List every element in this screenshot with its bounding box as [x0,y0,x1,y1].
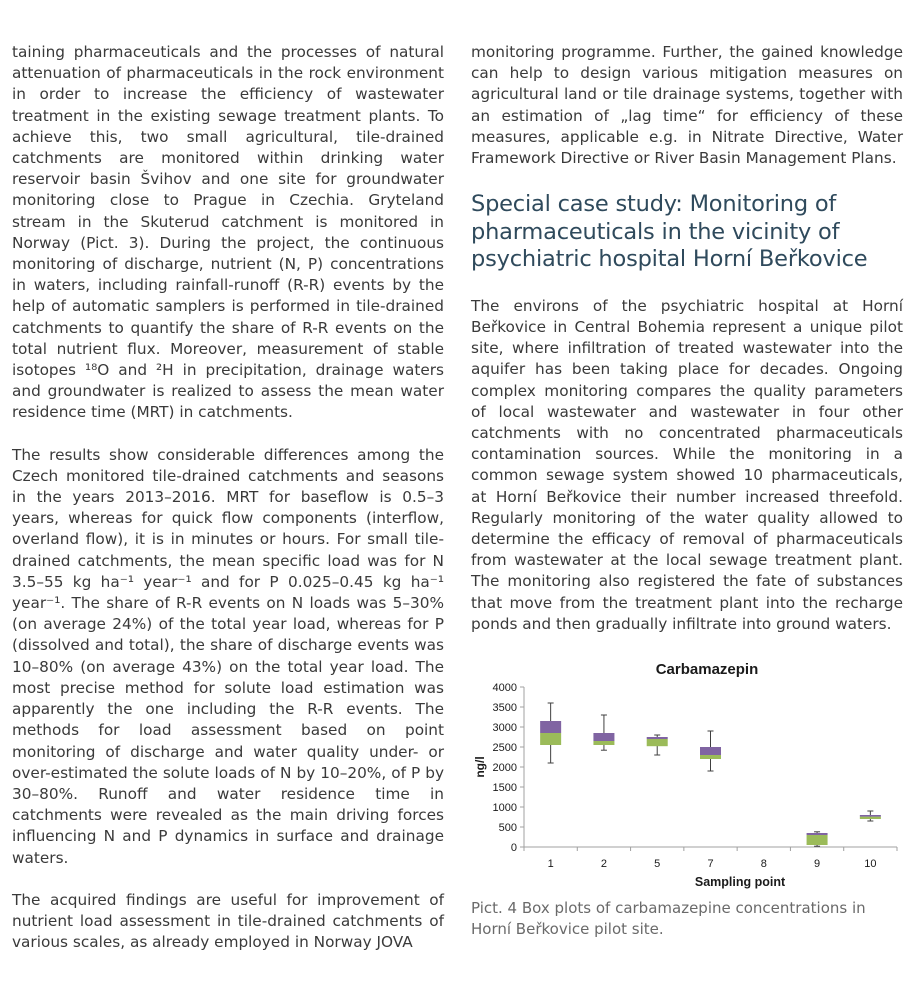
box-upper-quartile [807,833,828,835]
box-sampling-point-1 [540,703,561,763]
y-tick-label: 2500 [492,742,517,754]
box-lower-quartile [647,739,668,746]
figure-caption: Pict. 4 Box plots of carbamazepine concentrations in Horní Beřkovice pilot site. [471,899,866,938]
chart-title: Carbamazepin [655,661,759,678]
y-tick-label: 500 [498,822,517,834]
x-axis-label: Sampling point [694,875,786,889]
box-upper-quartile [540,721,561,733]
chart-axes [493,682,897,870]
y-axis-label: ng/l [473,756,487,778]
left-column [12,42,444,953]
box-sampling-point-2 [593,715,614,750]
y-tick-label: 1000 [492,802,517,814]
box-sampling-point-9 [807,832,828,846]
x-tick-label: 1 [547,858,554,870]
x-tick-label: 5 [654,858,661,870]
x-tick-label: 2 [600,858,607,870]
box-lower-quartile [700,755,721,759]
section-heading: Special case study: Monitoring of pharmaceuticals in the vicinity of psychiatric hospital Horní Beřkovice [471,191,868,273]
box-upper-quartile [700,747,721,755]
left-paragraph-1: taining pharmaceuticals and the processes of natural attenuation of pharmaceuticals in the rock environment in order to increase the efficiency of wastewater treatment in the existing sewage treatment plants. To achieve this, two small agricultural, tile-drained catchments are monitored within drinking water reservoir basin Švihov and one site for groundwater monitoring close to Prague in Czechia. Gryteland stream in the Skuterud catchment is monitored in Norway (Pict. 3). During the project, the continuous monitoring of discharge, nutrient (N, P) concentrations in waters, including rainfall-runoff (R-R) events by the help of automatic samplers is performed in tile-drained catchments to quantify the share of R-R events on the total nutrient flux. Moreover, measurement of stable isotopes ¹⁸O and ²H in precipitation, drainage waters and groundwater is realized to assess the mean water residence time (MRT) in catchments. [12,43,444,422]
right-body-paragraph: The environs of the psychiatric hospital at Horní Beřkovice in Central Bohemia represent a unique pilot site, where infiltration of treated wastewater into the aquifer has been taking place for decades. Ongoing complex monitoring compares the quality parameters of local wastewater and wastewater in four other catchments with no concentrated pharmaceuticals contamination sources. While the monitoring in a common sewage system showed 10 pharmaceuticals, at Horní Beřkovice their number increased threefold. Regularly monitoring of the water quality allowed to determine the efficacy of removal of pharmaceuticals from wastewater at the local sewage treatment plant. The monitoring also registered the fate of substances that move from the treatment plant into the recharge ponds and then gradually infiltrate into ground waters. [471,296,903,633]
box-lower-quartile [593,741,614,745]
box-lower-quartile [860,817,881,819]
box-lower-quartile [807,835,828,845]
y-tick-label: 4000 [492,682,517,694]
left-paragraph-3: The acquired findings are useful for improvement of nutrient load assessment in tile-drained catchments of various scales, as already employed in Norway JOVA [12,890,444,952]
right-column [471,42,903,635]
y-tick-label: 2000 [492,762,517,774]
carbamazepin-chart [471,652,903,897]
box-lower-quartile [540,733,561,745]
chart-marks [540,703,881,846]
x-tick-label: 7 [707,858,714,870]
box-sampling-point-7 [700,731,721,771]
y-tick-label: 3000 [492,722,517,734]
x-tick-label: 10 [864,858,877,870]
y-tick-label: 1500 [492,782,517,794]
box-upper-quartile [593,733,614,741]
box-upper-quartile [860,815,881,817]
x-tick-label: 8 [760,858,767,870]
y-tick-label: 0 [510,842,517,854]
box-sampling-point-10 [860,811,881,821]
box-upper-quartile [647,737,668,739]
x-tick-label: 9 [814,858,821,870]
y-tick-label: 3500 [492,702,517,714]
right-intro-paragraph: monitoring programme. Further, the gained knowledge can help to design various mitigation measures on agricultural land or tile drainage systems, together with an estimation of „lag time“ for efficiency of these measures, applicable e.g. in Nitrate Directive, Water Framework Directive or River Basin Management Plans. [471,43,903,168]
left-paragraph-2: The results show considerable differences among the Czech monitored tile-drained catchments and seasons in the years 2013–2016. MRT for baseflow is 0.5–3 years, whereas for quick flow components (interflow, overland flow), it is in minutes or hours. For small tile-drained catchments, the mean specific load was for N 3.5–55 kg ha⁻¹ year⁻¹ and for P 0.025–0.45 kg ha⁻¹ year⁻¹. The share of R-R events on N loads was 5–30% (on average 24%) of the total year load, whereas for P (dissolved and total), the share of discharge events was 10–80% (on average 43%) on the total year load. The most precise method for solute load estimation was apparently the one including the R-R events. The methods for load assessment based on point monitoring of discharge and water quality under- or over-estimated the solute loads of N by 10–20%, of P by 30–80%. Runoff and water residence time in catchments were revealed as the main driving forces influencing N and P dynamics in surface and drainage waters. [12,445,444,867]
chart-svg [471,652,903,897]
box-sampling-point-5 [647,735,668,755]
